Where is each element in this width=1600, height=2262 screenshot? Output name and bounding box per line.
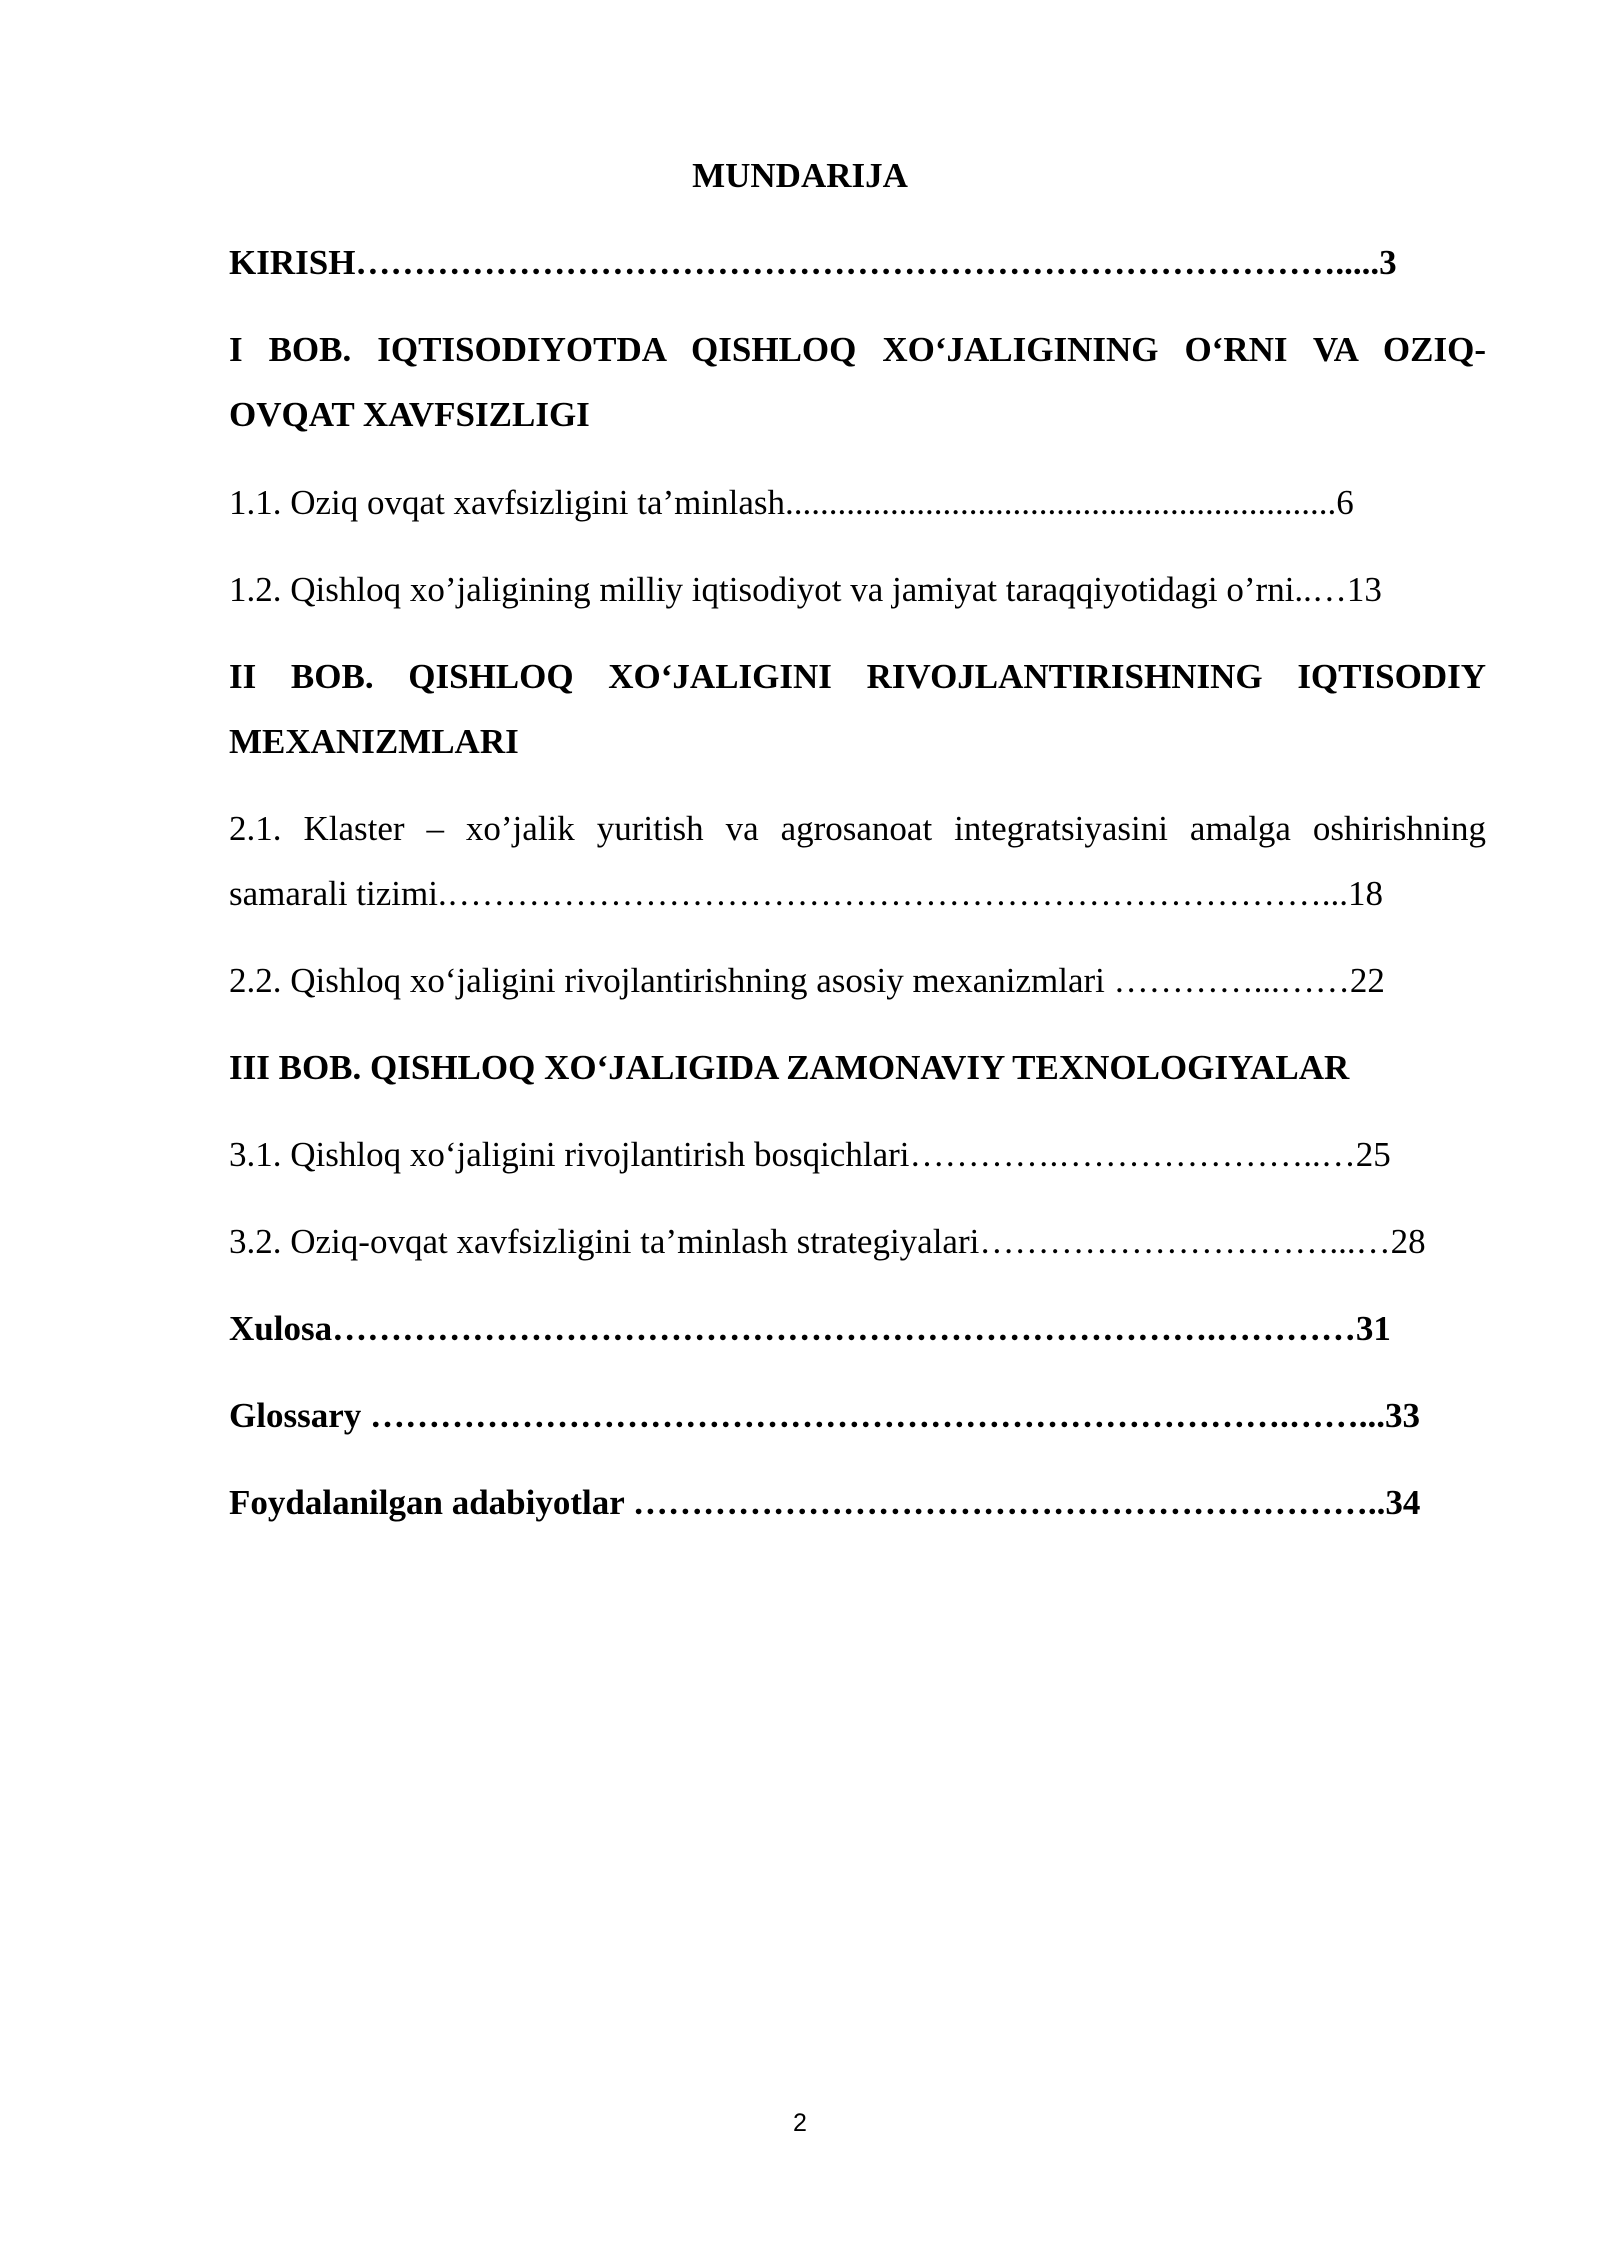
page-title: MUNDARIJA xyxy=(692,156,908,195)
toc-entry-kirish: KIRISH………………………………………………………………………….....3 xyxy=(229,243,1397,282)
toc-entry-adabiyotlar: Foydalanilgan adabiyotlar ………………………………………………………..34 xyxy=(229,1483,1421,1522)
toc-section-2-2: 2.2. Qishloq xo‘jaligini rivojlantirishning asosiy mexanizmlari …………...……22 xyxy=(229,961,1385,1000)
page-number: 2 xyxy=(793,2109,807,2137)
toc-section-3-2: 3.2. Oziq-ovqat xavfsizligini ta’minlash strategiyalari…………………………...…28 xyxy=(229,1222,1426,1261)
toc-section-1-1: 1.1. Oziq ovqat xavfsizligini ta’minlash...............................................................6 xyxy=(229,483,1354,522)
toc-entry-xulosa: Xulosa………………………………………………………………….…………31 xyxy=(229,1309,1391,1348)
toc-chapter-2-line-1: II BOB. QISHLOQ XO‘JALIGINI RIVOJLANTIRISHNING IQTISODIY xyxy=(229,657,1486,696)
toc-section-3-1: 3.1. Qishloq xo‘jaligini rivojlantirish bosqichlari………….…………………..…25 xyxy=(229,1135,1391,1174)
toc-section-2-1-line-1: 2.1. Klaster – xo’jalik yuritish va agrosanoat integratsiyasini amalga oshirishning xyxy=(229,809,1486,848)
toc-entry-glossary: Glossary …………………………………………………………………….……...33 xyxy=(229,1396,1420,1435)
toc-chapter-3: III BOB. QISHLOQ XO‘JALIGIDA ZAMONAVIY TEXNOLOGIYALAR xyxy=(229,1048,1350,1087)
toc-section-1-2: 1.2. Qishloq xo’jaligining milliy iqtisodiyot va jamiyat taraqqiyotidagi o’rni..…13 xyxy=(229,570,1382,609)
toc-chapter-2-line-2: MEXANIZMLARI xyxy=(229,722,519,761)
toc-section-2-1-line-2: samarali tizimi.…………………………………………………………………...18 xyxy=(229,874,1383,913)
toc-chapter-1-line-2: OVQAT XAVFSIZLIGI xyxy=(229,395,590,434)
toc-chapter-1-line-1: I BOB. IQTISODIYOTDA QISHLOQ XO‘JALIGINING O‘RNI VA OZIQ- xyxy=(229,330,1486,369)
